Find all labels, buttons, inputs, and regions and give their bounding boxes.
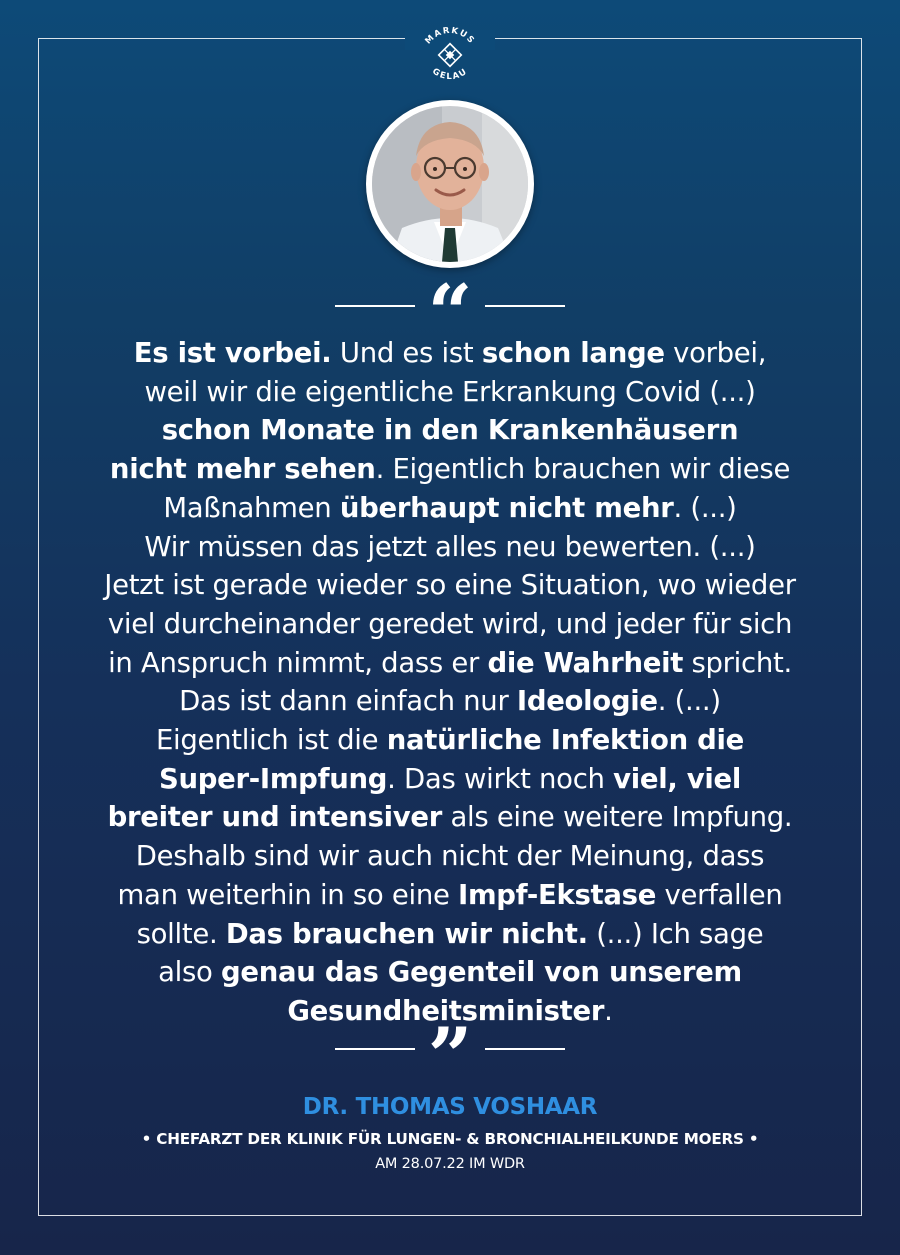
quote-emphasis: natürliche Infektion die (386, 724, 744, 757)
divider-left (335, 305, 415, 307)
quote-segment: weil wir die eigentliche Erkrankung Covid (...) (144, 375, 756, 408)
quote-emphasis: Super-Impfung (159, 762, 388, 795)
quote-line (52, 411, 848, 450)
quote-line (52, 566, 848, 605)
quote-emphasis: nicht mehr sehen (109, 453, 376, 486)
quote-segment: also (158, 956, 221, 989)
open-quote-icon: “ (427, 268, 473, 359)
quote-line (52, 489, 848, 528)
quote-segment: spricht. (683, 646, 792, 679)
quote-emphasis: viel, viel (613, 762, 741, 795)
speaker-portrait (366, 100, 534, 268)
quote-emphasis: schon Monate in den Krankenhäusern (161, 414, 739, 447)
quote-emphasis: Impf-Ekstase (458, 878, 657, 911)
quote-segment: Eigentlich ist die (155, 724, 387, 757)
quote-emphasis: überhaupt nicht mehr (339, 491, 674, 524)
quote-line (52, 798, 848, 837)
quote-line (52, 721, 848, 760)
quote-emphasis: die Wahrheit (487, 646, 684, 679)
quote-emphasis: Das brauchen wir nicht. (225, 917, 588, 950)
logo-bottom-text: GELAU (430, 66, 470, 83)
quote-segment: . (604, 994, 613, 1027)
quote-emphasis: Es ist vorbei. (133, 337, 332, 369)
logo-top-text: MARKUS (423, 25, 477, 47)
markus-gelau-logo (417, 22, 483, 88)
quote-segment: viel durcheinander geredet wird, und jeder für sich (107, 607, 793, 640)
quote-segment: Das ist dann einfach nur (179, 685, 517, 718)
quote-line (52, 760, 848, 799)
quote-segment: . (...) (657, 685, 721, 718)
quote-source: AM 28.07.22 IM WDR (375, 1156, 525, 1172)
quote-segment: . Eigentlich brauchen wir diese (375, 453, 791, 486)
quote-line (52, 953, 848, 992)
author-name: DR. THOMAS VOSHAAR (302, 1094, 598, 1120)
quote-segment: Jetzt ist gerade wieder so eine Situation, wo wieder (104, 569, 796, 602)
quote-line (52, 644, 848, 683)
author-role: • CHEFARZT DER KLINIK FÜR LUNGEN- & BRONCHIALHEILKUNDE MOERS • (141, 1130, 759, 1148)
quote-segment: . Das wirkt noch (387, 762, 614, 795)
quote-segment: Und es ist (331, 337, 482, 369)
quote-line (52, 605, 848, 644)
quote-line (52, 334, 848, 373)
quote-segment: (...) Ich sage (587, 917, 764, 950)
svg-text:GELAU (430, 67, 469, 82)
close-quote-icon: ” (427, 1011, 473, 1102)
quote-segment: Wir müssen das jetzt alles neu bewerten. (...) (144, 530, 756, 563)
quote-segment: sollte. (136, 917, 226, 950)
quote-segment: vorbei, (664, 337, 767, 369)
closing-quote-row (0, 1011, 900, 1102)
quote-emphasis: genau das Gegenteil von unserem (221, 956, 742, 989)
quote-line (52, 373, 848, 412)
quote-segment: man weiterhin in so eine (117, 878, 459, 911)
quote-line (52, 682, 848, 721)
quote-segment: verfallen (656, 878, 783, 911)
portrait-image (372, 106, 528, 262)
quote-emphasis: schon lange (481, 337, 665, 369)
quote-line (52, 450, 848, 489)
quote-emphasis: Ideologie (516, 685, 658, 718)
quote-segment: als eine weitere Impfung. (442, 801, 793, 834)
quote-line (52, 915, 848, 954)
quote-text (52, 334, 848, 1031)
quote-emphasis: Gesundheitsminister (287, 994, 605, 1027)
quote-segment: . (...) (673, 491, 737, 524)
quote-line (52, 837, 848, 876)
quote-emphasis: breiter und intensiver (107, 801, 443, 834)
quote-line (52, 528, 848, 567)
divider-right (485, 305, 565, 307)
divider-left (335, 1048, 415, 1050)
quote-line (52, 876, 848, 915)
quote-segment: Deshalb sind wir auch nicht der Meinung, dass (135, 840, 765, 873)
quote-segment: Maßnahmen (163, 491, 340, 524)
quote-segment: in Anspruch nimmt, dass er (108, 646, 488, 679)
divider-right (485, 1048, 565, 1050)
